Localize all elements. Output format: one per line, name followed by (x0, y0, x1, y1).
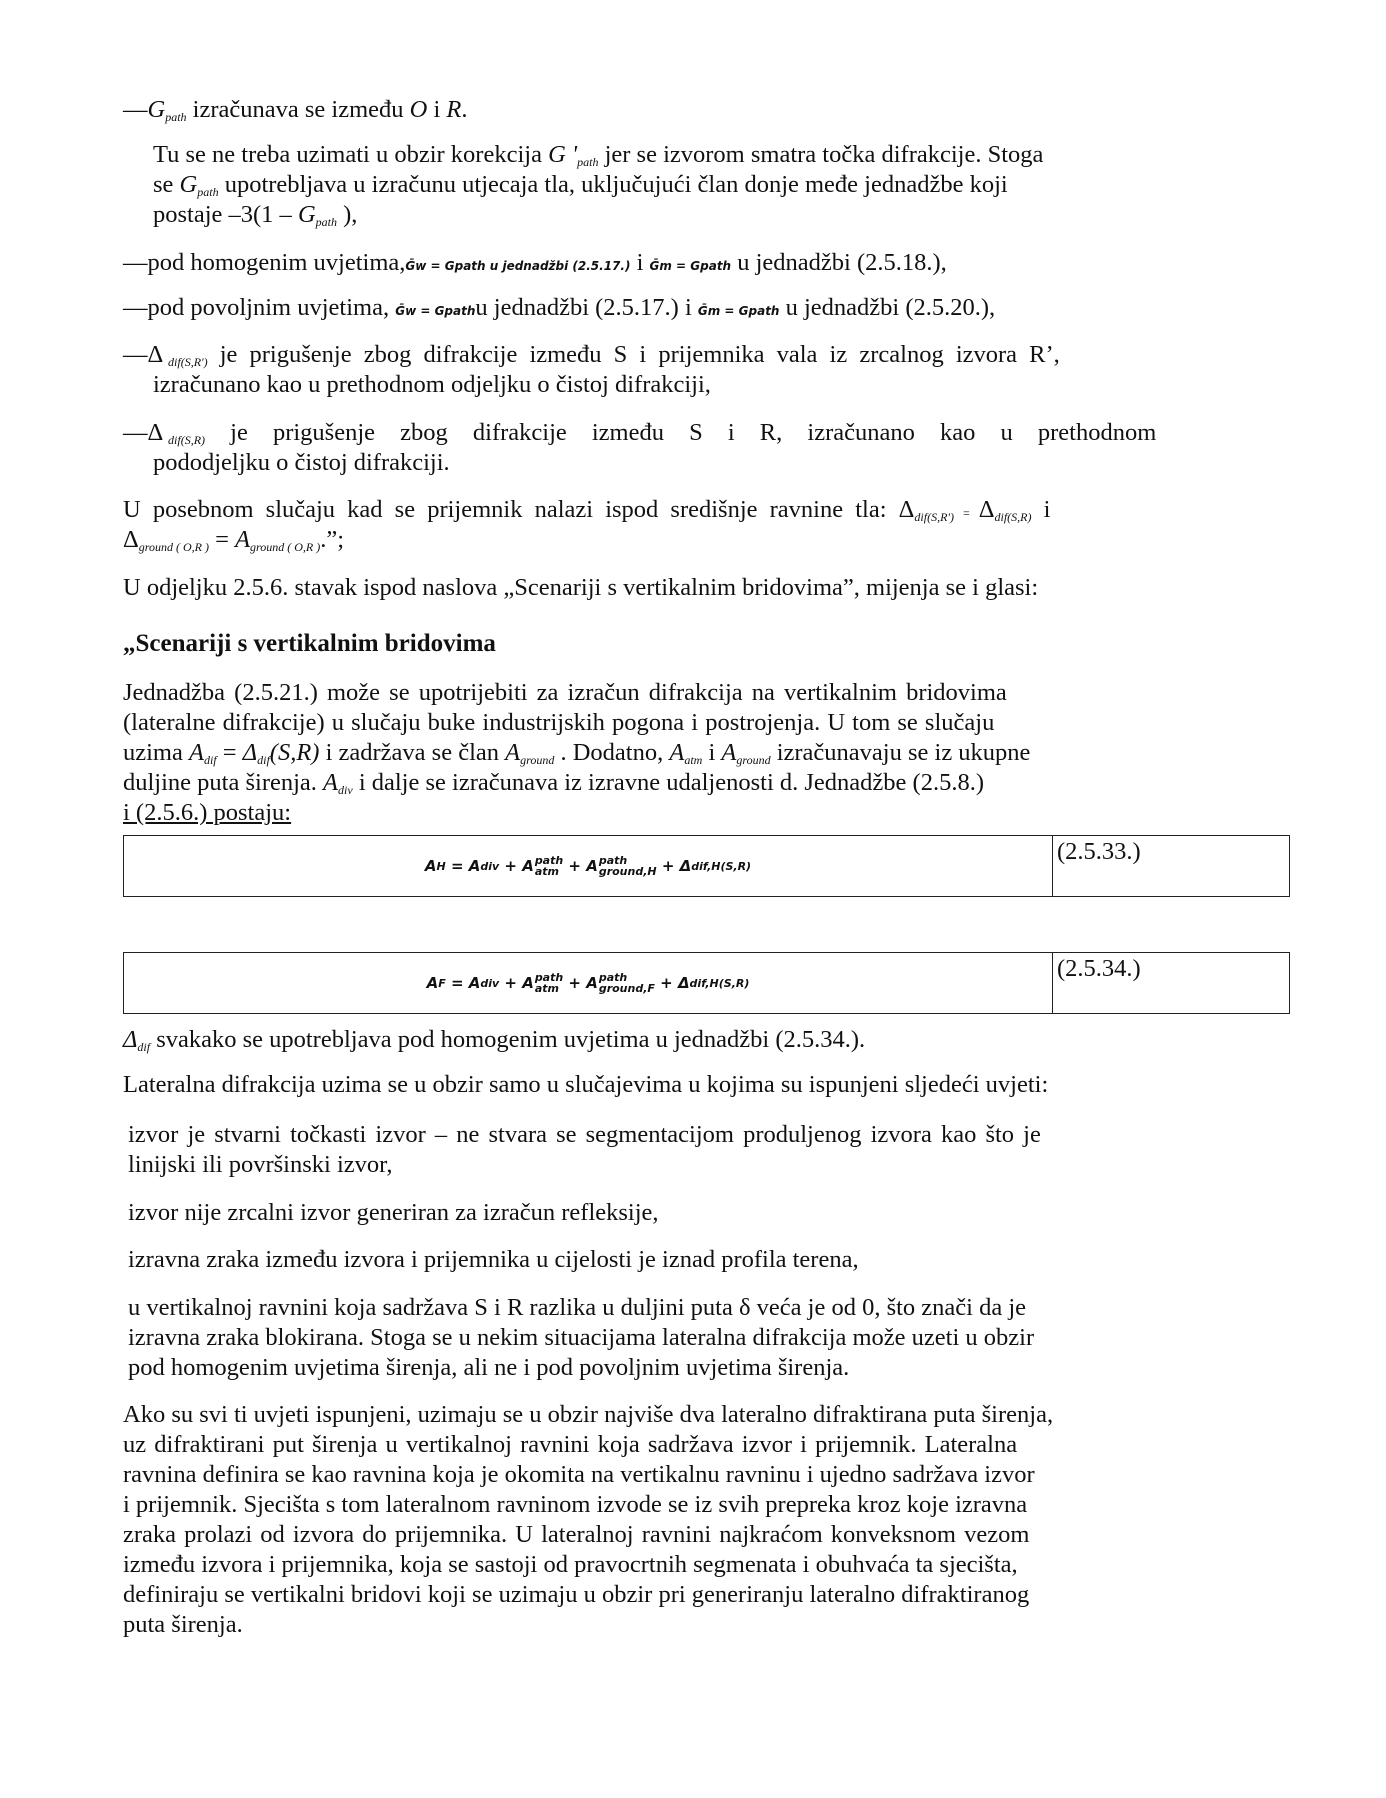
section-note: U odjeljku 2.5.6. stavak ispod naslova „Scenariji s vertikalnim bridovima”, mijenja se i glasi: (123, 574, 1039, 601)
math-superscript: path (534, 971, 564, 984)
final-para-line-2: uz difraktirani put širenja u vertikalnoj ravnini koja sadržava izvor i prijemnik. Lateralna (123, 1431, 1018, 1458)
lateral-intro: Lateralna difrakcija uzima se u obzir samo u slučajevima u kojima su ispunjeni sljedeći uvjeti: (123, 1071, 1049, 1098)
math-subscript: path (577, 155, 599, 169)
math-superscript: path (598, 854, 628, 867)
text: izračunava se između (186, 96, 410, 123)
text: i zadržava se član (319, 739, 506, 766)
math-subscript: dif,H(S,R) (689, 976, 750, 990)
math-subscript: path (315, 215, 337, 229)
math-symbol: A (522, 974, 534, 992)
math-symbol: A (468, 857, 481, 875)
math-subscript: dif(S,R) (168, 433, 206, 447)
math-symbol: A (522, 857, 534, 875)
text: i (1031, 496, 1051, 523)
math-subscript: path (197, 185, 219, 199)
math-superscript: path (598, 971, 628, 984)
math-symbol: Δ (242, 739, 258, 766)
correction-line-3 (153, 200, 357, 237)
math-subscript: dif,H(S,R) (691, 859, 752, 873)
para-eq-line-1: Jednadžba (2.5.21.) može se upotrijebiti za izračun difrakcija na vertikalnim bridovima (123, 679, 1007, 706)
text: .”; (320, 526, 345, 553)
math-symbol: A (468, 974, 481, 992)
text: —pod homogenim uvjetima, (123, 249, 406, 276)
delta-dif-note (123, 1025, 865, 1062)
final-para-line-5: zraka prolazi od izvora do prijemnika. U lateralnoj ravnini najkraćom konveksnom vezom (123, 1521, 1030, 1548)
special-case-line-2 (123, 525, 344, 562)
math-subscript: ground,H (598, 865, 657, 878)
math-symbol: Δ (677, 974, 690, 992)
math-symbol: (S,R) (269, 739, 320, 766)
math-subscript: dif (137, 1040, 151, 1054)
text: u jednadžbi (2.5.20.), (779, 294, 996, 321)
math-subscript: ground (736, 753, 771, 767)
math-subscript: div (480, 976, 500, 990)
text: se (153, 171, 180, 198)
final-para-line-8: puta širenja. (123, 1611, 243, 1638)
math-subscript: dif (257, 753, 270, 767)
gpath-definition (123, 95, 468, 132)
math-sup-sub (599, 855, 657, 877)
text: svakako se upotrebljava pod homogenim uvjetima u jednadžbi (2.5.34.). (150, 1026, 866, 1053)
text: —pod povoljnim uvjetima, (123, 294, 396, 321)
math-inline: Ḡm = Gpath (697, 304, 780, 318)
section-heading: „Scenariji s vertikalnim bridovima (123, 630, 496, 657)
text: je prigušenje zbog difrakcije između S i R, izračunano kao u prethodnom (205, 419, 1157, 446)
math-subscript: F (438, 976, 446, 990)
math-symbol: A (721, 739, 737, 766)
math-subscript: dif (203, 753, 217, 767)
text: Δ (978, 496, 995, 523)
text: —Δ (123, 419, 169, 446)
math-subscript: dif(S,R) (994, 510, 1032, 524)
text: uzima (123, 739, 189, 766)
math-inline: Ḡw = Gpath u jednadžbi (2.5.17.) (405, 259, 631, 273)
final-para-line-7: definiraju se vertikalni bridovi koji se uzimaju u obzir pri generiranju lateralno difraktiranog (123, 1581, 1030, 1608)
equation-formula: A H = A div + A path atm + A path ground,H + Δ dif,H(S,R) (124, 836, 1053, 896)
text: i dalje se izračunava iz izravne udaljenosti d. Jednadžbe (2.5.8.) (352, 769, 984, 796)
math-symbol: G ' (548, 141, 578, 168)
math-symbol: G (179, 171, 198, 198)
condition-2: izvor nije zrcalni izvor generiran za izračun refleksije, (128, 1199, 659, 1226)
text: . (461, 96, 468, 123)
math-symbol: G (147, 96, 166, 123)
text: = (216, 739, 243, 766)
text: izračunavaju se iz ukupne (770, 739, 1031, 766)
math-inline: Ḡm = Gpath (649, 259, 732, 273)
math-symbol: G (297, 201, 316, 228)
text: —Δ (123, 341, 169, 368)
condition-3: izravna zraka između izvora i prijemnika u cijelosti je iznad profila terena, (128, 1246, 859, 1273)
math-subscript: atm (534, 982, 559, 995)
text: duljine puta širenja. (123, 769, 324, 796)
math-sup-sub (535, 855, 563, 877)
para-eq-line-2: (lateralne difrakcije) u slučaju buke industrijskih pogona i postrojenja. U tom se slučaju (123, 709, 995, 736)
equation-number: (2.5.34.) (1057, 955, 1141, 982)
math-symbol: A (424, 857, 437, 875)
text: jer se izvorom smatra točka difrakcije. Stoga (598, 141, 1044, 168)
math-subscript: dif(S,R') (914, 510, 954, 524)
condition-1-line-1: izvor je stvarni točkasti izvor – ne stvara se segmentacijom produljenog izvora kao što je (128, 1121, 1041, 1148)
text: postaje –3(1 – (153, 201, 298, 228)
delta-sr-line-2: pododjeljku o čistoj difrakciji. (153, 449, 450, 476)
text: Δ (123, 526, 139, 553)
math-symbol: O (409, 96, 428, 123)
homogeneous-conditions (123, 248, 947, 281)
math-symbol: R (446, 96, 462, 123)
math-symbol: A (586, 857, 598, 875)
text: = (953, 506, 979, 520)
math-sup-sub (535, 972, 563, 994)
math-superscript: path (534, 854, 564, 867)
math-subscript: path (165, 110, 187, 124)
math-symbol: A (189, 739, 204, 766)
math-inline: Ḡw = Gpath (395, 304, 476, 318)
math-symbol: A (505, 739, 521, 766)
math-subscript: div (480, 859, 500, 873)
text: upotrebljava u izračunu utjecaja tla, uključujući član donje međe jednadžbe koji (218, 171, 1008, 198)
math-symbol: Δ (679, 857, 692, 875)
text: i (427, 96, 447, 123)
math-subscript: ground ( O,R ) (138, 540, 209, 554)
final-para-line-4: i prijemnik. Sjecišta s tom lateralnom ravninom izvode se iz svih prepreka kroz koje izravna (123, 1491, 1028, 1518)
math-subscript: div (338, 783, 353, 797)
condition-4-line-2: izravna zraka blokirana. Stoga se u nekim situacijama lateralna difrakcija može uzeti u obzir (128, 1324, 1035, 1351)
para-eq-line-5: i (2.5.6.) postaju: (123, 799, 292, 826)
text: . Dodatno, (554, 739, 670, 766)
condition-4-line-1: u vertikalnoj ravnini koja sadržava S i R razlika u duljini puta δ veća je od 0, što znači da je (128, 1294, 1027, 1321)
math-subscript: ground,F (598, 982, 655, 995)
text: i (702, 739, 722, 766)
text: = (208, 526, 236, 553)
equation-formula: A F = A div + A path atm + A path ground,F + Δ dif,H(S,R) (124, 953, 1053, 1013)
math-symbol: A (235, 526, 251, 553)
condition-1-line-2: linijski ili površinski izvor, (128, 1151, 393, 1178)
text: U posebnom slučaju kad se prijemnik nalazi ispod središnje ravnine tla: Δ (123, 496, 915, 523)
text: ), (336, 201, 358, 228)
text: i (630, 249, 650, 276)
equation-box-2-5-34 (123, 952, 1290, 1014)
text: Tu se ne treba uzimati u obzir korekcija (153, 141, 549, 168)
math-subscript: H (436, 859, 446, 873)
math-symbol: A (323, 769, 339, 796)
final-para-line-1: Ako su svi ti uvjeti ispunjeni, uzimaju se u obzir najviše dva lateralno difraktirana puta širenja, (123, 1401, 1054, 1428)
math-symbol: A (426, 974, 439, 992)
math-subscript: ground ( O,R ) (250, 540, 321, 554)
text: u jednadžbi (2.5.17.) i (475, 294, 698, 321)
text: u jednadžbi (2.5.18.), (731, 249, 947, 276)
math-subscript: atm (534, 865, 559, 878)
text: je prigušenje zbog difrakcije između S i prijemnika vala iz zrcalnog izvora R’, (207, 341, 1060, 368)
dash: — (123, 96, 148, 123)
favourable-conditions (123, 293, 995, 326)
final-para-line-6: između izvora i prijemnika, koja se sastoji od pravocrtnih segmenata i obuhvaća ta sjecišta, (123, 1551, 1018, 1578)
equation-number: (2.5.33.) (1057, 838, 1141, 865)
equation-box-2-5-33 (123, 835, 1290, 897)
math-symbol: Δ (123, 1026, 138, 1053)
condition-4-line-3: pod homogenim uvjetima širenja, ali ne i pod povoljnim uvjetima širenja. (128, 1354, 850, 1381)
math-subscript: ground (520, 753, 555, 767)
math-symbol: A (669, 739, 685, 766)
final-para-line-3: ravnina definira se kao ravnina koja je okomita na vertikalnu ravninu i ujedno sadržava izvor (123, 1461, 1035, 1488)
math-subscript: dif(S,R') (168, 355, 208, 369)
delta-sr-prime-line-2: izračunano kao u prethodnom odjeljku o čistoj difrakciji, (153, 371, 711, 398)
math-sup-sub (599, 972, 655, 994)
math-symbol: A (586, 974, 598, 992)
math-subscript: atm (684, 753, 703, 767)
